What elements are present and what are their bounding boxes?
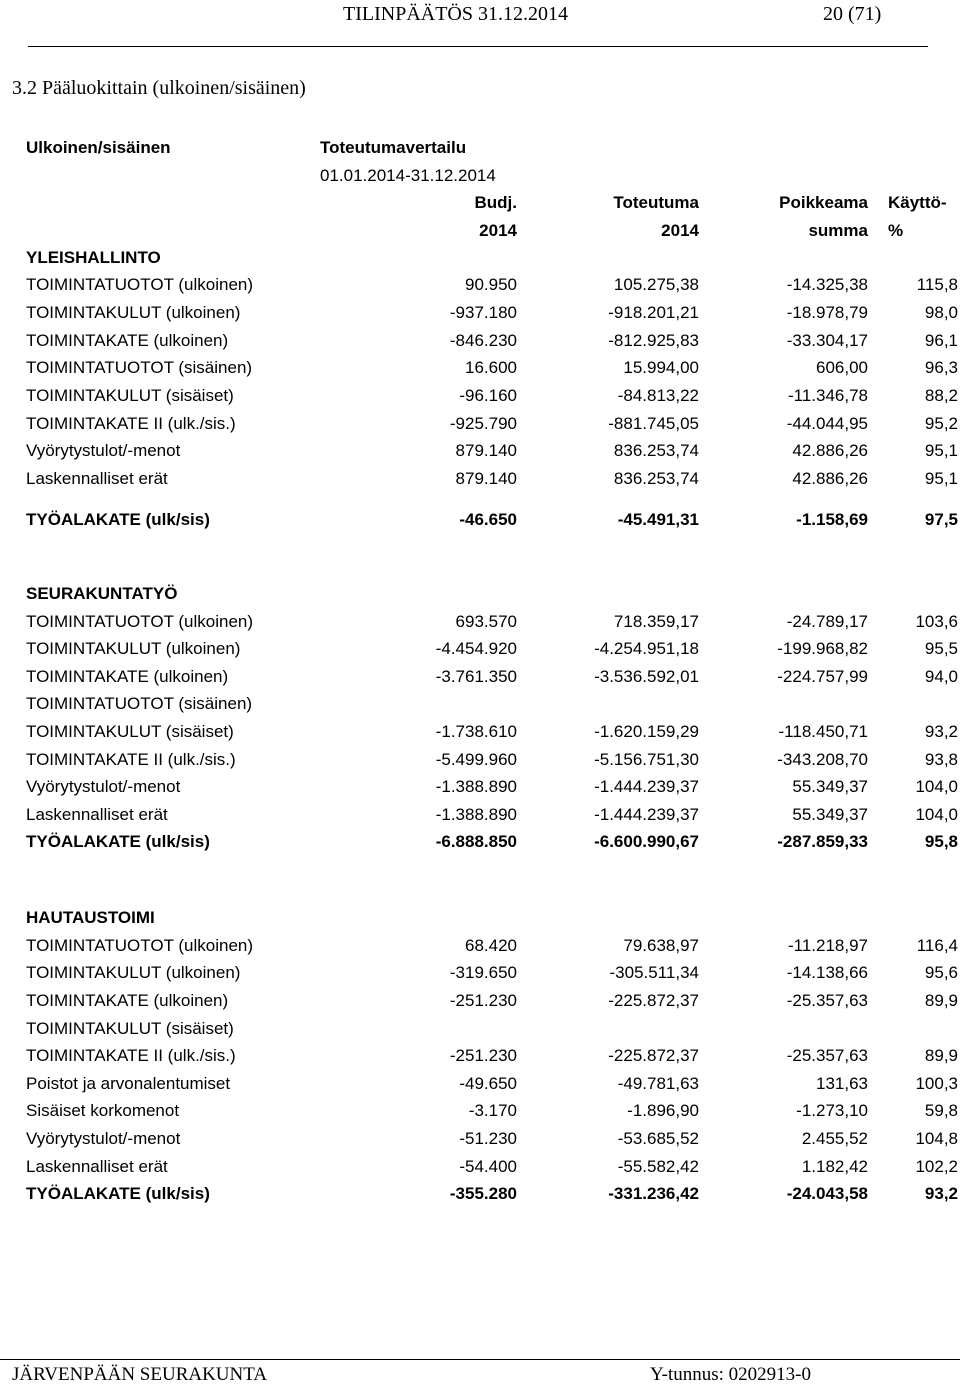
row-label: TOIMINTATUOTOT (sisäinen) [26, 694, 253, 713]
usage-percent: 93,2 [924, 722, 958, 741]
budget-value: -3.170 [468, 1101, 517, 1120]
variance-value: -1.273,10 [796, 1101, 868, 1120]
usage-percent: 88,2 [924, 386, 958, 405]
row-label: TOIMINTAKULUT (sisäiset) [26, 386, 234, 405]
variance-value: 55.349,37 [792, 805, 868, 824]
total-label: TYÖALAKATE (ulk/sis) [26, 510, 210, 529]
usage-percent: 95,1 [924, 469, 958, 488]
actual-value: -1.444.239,37 [594, 777, 699, 796]
section-heading: 3.2 Pääluokittain (ulkoinen/sisäinen) [12, 77, 306, 99]
actual-value: 79.638,97 [623, 936, 699, 955]
actual-value: -6.600.990,67 [594, 832, 699, 851]
row-label: Vyörytystulot/-menot [26, 777, 181, 796]
variance-value: -24.043,58 [786, 1184, 868, 1203]
row-label: TOIMINTATUOTOT (ulkoinen) [26, 936, 254, 955]
actual-value: 105.275,38 [613, 275, 699, 294]
usage-percent: 95,1 [924, 441, 958, 460]
column-header-actual-year: 2014 [661, 221, 699, 240]
total-label: TYÖALAKATE (ulk/sis) [26, 1184, 210, 1203]
report-title: TILINPÄÄTÖS 31.12.2014 [343, 3, 568, 25]
column-header-usage-sub: % [888, 221, 904, 240]
usage-percent: 104,0 [915, 777, 958, 796]
actual-value: -918.201,21 [608, 303, 699, 322]
actual-value: -1.896,90 [627, 1101, 699, 1120]
budget-value: 16.600 [465, 358, 517, 377]
actual-value: 15.994,00 [623, 358, 699, 377]
variance-value: -25.357,63 [786, 1046, 868, 1065]
budget-value: -937.180 [449, 303, 517, 322]
budget-value: -54.400 [459, 1157, 517, 1176]
row-label: Vyörytystulot/-menot [26, 441, 181, 460]
row-label: TOIMINTAKATE (ulkoinen) [26, 667, 229, 686]
row-label: TOIMINTAKATE (ulkoinen) [26, 331, 229, 350]
variance-value: -18.978,79 [786, 303, 868, 322]
column-header-budget-year: 2014 [479, 221, 517, 240]
usage-percent: 115,8 [916, 275, 958, 294]
usage-percent: 96,3 [924, 358, 958, 377]
variance-value: -118.450,71 [778, 722, 868, 741]
column-header-variance-sub: summa [808, 221, 868, 240]
budget-value: -49.650 [459, 1074, 517, 1093]
business-id: Y-tunnus: 0202913-0 [650, 1364, 811, 1385]
usage-percent: 94,0 [924, 667, 958, 686]
variance-value: 42.886,26 [792, 469, 868, 488]
actual-value: 718.359,17 [613, 612, 699, 631]
actual-value: -331.236,42 [608, 1184, 699, 1203]
row-label: Vyörytystulot/-menot [26, 1129, 181, 1148]
actual-value: -45.491,31 [617, 510, 699, 529]
usage-percent: 95,6 [924, 963, 958, 982]
actual-value: -305.511,34 [609, 963, 699, 982]
usage-percent: 97,5 [924, 510, 958, 529]
budget-value: -251.230 [449, 1046, 517, 1065]
row-label: Laskennalliset erät [26, 805, 168, 824]
row-label: TOIMINTAKATE II (ulk./sis.) [26, 750, 236, 769]
column-header-variance: Poikkeama [779, 193, 868, 212]
actual-value: -881.745,05 [608, 414, 699, 433]
budget-value: -251.230 [449, 991, 517, 1010]
variance-value: -224.757,99 [777, 667, 868, 686]
usage-percent: 104,0 [915, 805, 958, 824]
actual-value: -1.620.159,29 [594, 722, 699, 741]
variance-value: 2.455,52 [801, 1129, 868, 1148]
actual-value: -225.872,37 [608, 991, 699, 1010]
budget-value: -1.388.890 [435, 777, 517, 796]
page-number: 20 (71) [823, 3, 882, 25]
budget-value: 879.140 [455, 441, 517, 460]
header-divider [28, 46, 928, 47]
row-label: TOIMINTAKATE II (ulk./sis.) [26, 414, 236, 433]
actual-value: -49.781,63 [617, 1074, 699, 1093]
budget-value: -4.454.920 [435, 639, 517, 658]
row-label: TOIMINTATUOTOT (sisäinen) [26, 358, 253, 377]
actual-value: -1.444.239,37 [594, 805, 699, 824]
period-label: 01.01.2014-31.12.2014 [320, 166, 496, 185]
usage-percent: 93,8 [924, 750, 958, 769]
variance-value: -14.325,38 [786, 275, 868, 294]
budget-value: -319.650 [449, 963, 517, 982]
usage-percent: 96,1 [924, 331, 958, 350]
usage-percent: 95,2 [924, 414, 958, 433]
budget-value: -51.230 [459, 1129, 517, 1148]
usage-percent: 95,5 [924, 639, 958, 658]
usage-percent: 103,6 [915, 612, 958, 631]
actual-value: -55.582,42 [617, 1157, 699, 1176]
row-label: TOIMINTATUOTOT (ulkoinen) [26, 612, 254, 631]
budget-value: -1.388.890 [435, 805, 517, 824]
variance-value: -199.968,82 [777, 639, 868, 658]
total-label: TYÖALAKATE (ulk/sis) [26, 832, 210, 851]
row-label: TOIMINTAKULUT (sisäiset) [26, 1019, 234, 1038]
variance-value: -11.218,97 [787, 936, 868, 955]
usage-percent: 89,9 [924, 991, 958, 1010]
column-header-name: Ulkoinen/sisäinen [26, 138, 171, 157]
actual-value: -225.872,37 [608, 1046, 699, 1065]
actual-value: -4.254.951,18 [594, 639, 699, 658]
usage-percent: 116,4 [916, 936, 958, 955]
row-label: TOIMINTAKATE (ulkoinen) [26, 991, 229, 1010]
budget-value: -925.790 [449, 414, 517, 433]
variance-value: -14.138,66 [786, 963, 868, 982]
row-label: Poistot ja arvonalentumiset [26, 1074, 231, 1093]
variance-value: -343.208,70 [777, 750, 868, 769]
column-header-usage: Käyttö- [888, 193, 947, 212]
row-label: TOIMINTAKULUT (ulkoinen) [26, 303, 241, 322]
organization-name: JÄRVENPÄÄN SEURAKUNTA [12, 1364, 268, 1385]
usage-percent: 89,9 [924, 1046, 958, 1065]
usage-percent: 93,2 [924, 1184, 958, 1203]
budget-value: 879.140 [455, 469, 517, 488]
usage-percent: 102,2 [915, 1157, 958, 1176]
section-title-seurakuntatyo: SEURAKUNTATYÖ [26, 584, 178, 603]
budget-value: -46.650 [459, 510, 517, 529]
actual-value: -5.156.751,30 [594, 750, 699, 769]
usage-percent: 95,8 [924, 832, 958, 851]
row-label: TOIMINTATUOTOT (ulkoinen) [26, 275, 254, 294]
page-header [0, 0, 960, 40]
section-title-hautaustoimi: HAUTAUSTOIMI [26, 908, 155, 927]
budget-value: -355.280 [449, 1184, 517, 1203]
column-header-actual: Toteutuma [613, 193, 699, 212]
row-label: TOIMINTAKULUT (ulkoinen) [26, 963, 241, 982]
variance-value: -11.346,78 [787, 386, 868, 405]
usage-percent: 100,3 [915, 1074, 958, 1093]
column-group-header: Toteutumavertailu [320, 138, 467, 157]
variance-value: -287.859,33 [777, 832, 868, 851]
row-label: Laskennalliset erät [26, 469, 168, 488]
budget-value: 693.570 [455, 612, 517, 631]
usage-percent: 98,0 [924, 303, 958, 322]
section-title-yleishallinto: YLEISHALLINTO [26, 248, 161, 267]
footer-divider [0, 1359, 960, 1360]
row-label: TOIMINTAKULUT (ulkoinen) [26, 639, 241, 658]
row-label: Sisäiset korkomenot [26, 1101, 180, 1120]
variance-value: -24.789,17 [786, 612, 868, 631]
budget-value: -846.230 [449, 331, 517, 350]
variance-value: 1.182,42 [801, 1157, 868, 1176]
budget-value: -5.499.960 [435, 750, 517, 769]
variance-value: -1.158,69 [796, 510, 868, 529]
budget-value: -3.761.350 [435, 667, 517, 686]
actual-value: -53.685,52 [617, 1129, 699, 1148]
variance-value: 131,63 [816, 1074, 868, 1093]
actual-value: -84.813,22 [617, 386, 699, 405]
row-label: TOIMINTAKULUT (sisäiset) [26, 722, 234, 741]
budget-value: -96.160 [459, 386, 517, 405]
actual-value: 836.253,74 [613, 441, 699, 460]
variance-value: 55.349,37 [792, 777, 868, 796]
variance-value: 606,00 [816, 358, 868, 377]
variance-value: -25.357,63 [786, 991, 868, 1010]
variance-value: -33.304,17 [786, 331, 868, 350]
budget-value: 68.420 [465, 936, 517, 955]
actual-value: -3.536.592,01 [594, 667, 699, 686]
variance-value: 42.886,26 [792, 441, 868, 460]
usage-percent: 59,8 [924, 1101, 958, 1120]
budget-value: -1.738.610 [435, 722, 517, 741]
column-header-budget: Budj. [474, 193, 517, 212]
usage-percent: 104,8 [915, 1129, 958, 1148]
row-label: Laskennalliset erät [26, 1157, 168, 1176]
budget-value: 90.950 [465, 275, 517, 294]
budget-value: -6.888.850 [435, 832, 517, 851]
variance-value: -44.044,95 [786, 414, 868, 433]
row-label: TOIMINTAKATE II (ulk./sis.) [26, 1046, 236, 1065]
actual-value: 836.253,74 [613, 469, 699, 488]
actual-value: -812.925,83 [608, 331, 699, 350]
